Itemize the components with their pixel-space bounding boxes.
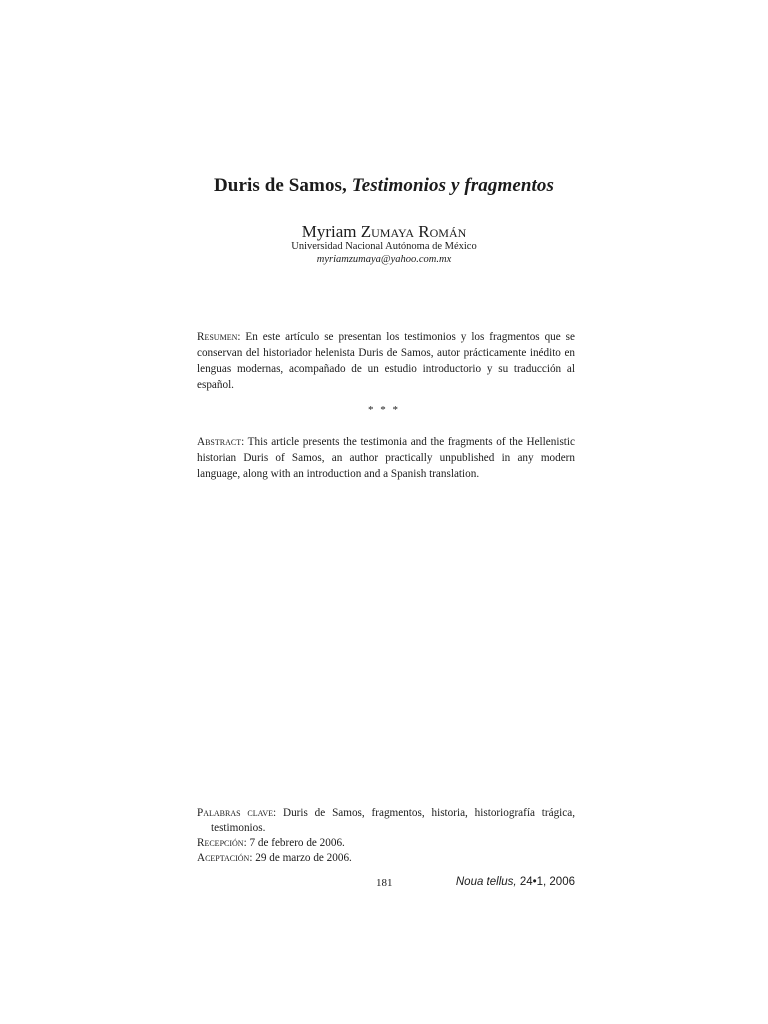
journal-issue: 24•1, 2006	[519, 876, 575, 888]
article-metadata	[197, 806, 575, 866]
keywords-continuation: testimonios.	[211, 822, 266, 834]
title-plain: Duris de Samos,	[213, 175, 347, 196]
resumen-label: Resumen:	[197, 331, 241, 343]
reception-date: 7 de febrero de 2006.	[249, 837, 345, 849]
author-email: myriamzumaya@yahoo.com.mx	[316, 254, 452, 265]
keywords-label: Palabras clave:	[197, 807, 277, 819]
author-last-name: Zumaya Román	[360, 222, 467, 241]
author-affiliation: Universidad Nacional Autónoma de México	[291, 241, 477, 252]
resumen-paragraph	[197, 329, 575, 393]
reception-label: Recepción:	[197, 837, 247, 849]
section-separator: * * *	[368, 404, 400, 416]
journal-reference	[453, 876, 575, 888]
abstract-text: This article presents the testimonia and the fragments of the Hellenistic historian Duris of Samos, an author practically unpublished in any modern language, along with an introduction and a Spanish translation.	[197, 436, 575, 480]
keywords-text: Duris de Samos, fragmentos, historia, historiografía trágica,	[282, 807, 576, 819]
title-italic: Testimonios y fragmentos	[351, 175, 555, 196]
author-name	[0, 222, 768, 242]
reception-line	[197, 836, 575, 851]
keywords-line	[197, 806, 575, 821]
journal-name: Noua tellus,	[455, 876, 517, 888]
abstract-paragraph	[197, 434, 575, 482]
abstract-label: Abstract:	[197, 436, 245, 448]
author-first-name: Myriam	[301, 222, 357, 241]
page-number: 181	[376, 877, 393, 889]
resumen-text: En este artículo se presentan los testimonios y los fragmentos que se conservan del historiador helenista Duris de Samos, autor prácticamente inédito en lenguas modernas, acompañado de un estudio introductorio y su traducción al español.	[197, 331, 575, 391]
acceptance-date: 29 de marzo de 2006.	[255, 852, 352, 864]
acceptance-label: Aceptación:	[197, 852, 253, 864]
acceptance-line	[197, 851, 575, 866]
article-title	[0, 175, 768, 197]
